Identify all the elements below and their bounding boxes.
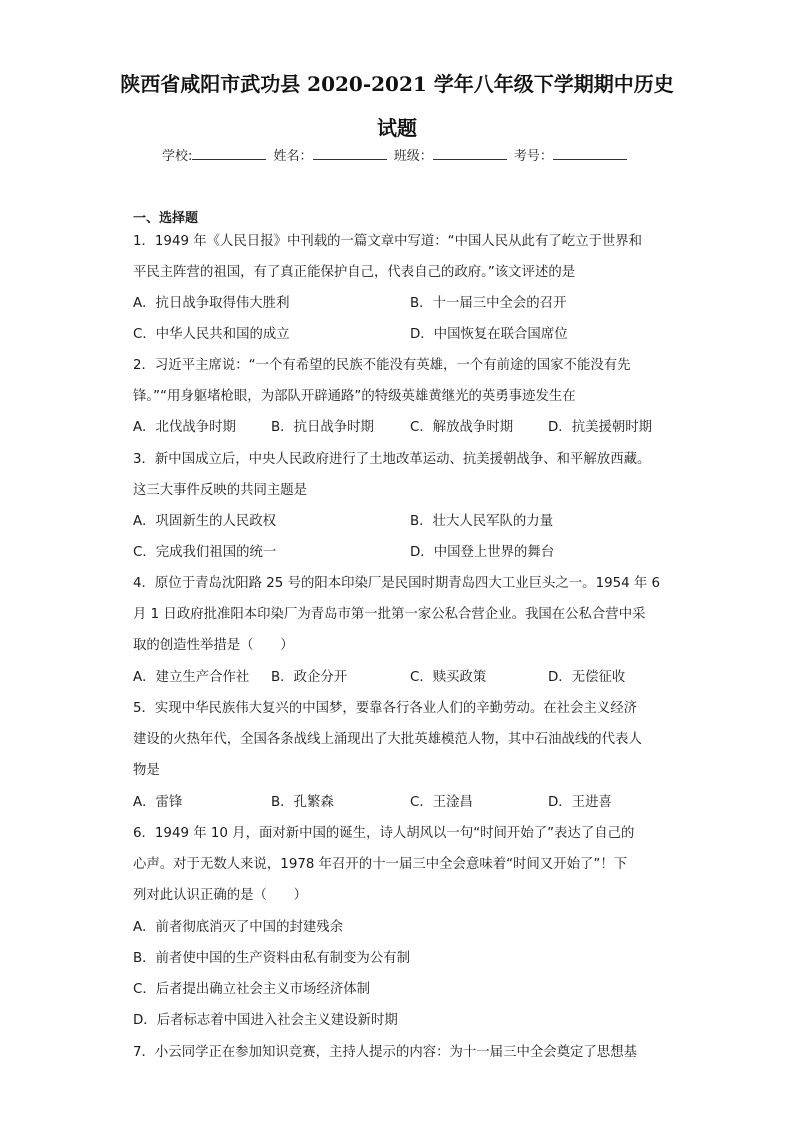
question-6-option-d: D．后者标志着中国进入社会主义建设新时期 bbox=[133, 1013, 398, 1028]
question-6-line-3: 列对此认识正确的是（ ） bbox=[133, 888, 308, 903]
question-4-option-d: D．无偿征收 bbox=[548, 670, 626, 685]
number-label: 考号： bbox=[513, 149, 553, 164]
question-2-option-c: C．解放战争时期 bbox=[410, 420, 514, 435]
question-2-option-a: A．北伐战争时期 bbox=[133, 420, 236, 435]
question-3-option-c: C．完成我们祖国的统一 bbox=[133, 545, 277, 560]
question-4-line-3: 取的创造性举措是（ ） bbox=[133, 638, 294, 653]
question-6-option-c: C．后者提出确立社会主义市场经济体制 bbox=[133, 982, 370, 997]
question-1-option-c: C．中华人民共和国的成立 bbox=[133, 327, 290, 342]
question-5-option-c: C．王淦昌 bbox=[410, 795, 473, 810]
question-5-option-d: D．王进喜 bbox=[548, 795, 612, 810]
question-4-line-2: 月 1 日政府批准阳本印染厂为青岛市第一批第一家公私合营企业。我国在公私合营中采 bbox=[133, 607, 646, 622]
question-3-option-b: B．壮大人民军队的力量 bbox=[410, 514, 554, 529]
question-1-line-2: 平民主阵营的祖国，有了真正能保护自己，代表自己的政府。”该文评述的是 bbox=[133, 265, 576, 280]
question-4-option-c: C．赎买政策 bbox=[410, 670, 487, 685]
section-heading: 一、选择题 bbox=[133, 211, 199, 226]
page-title-continued: 试题 bbox=[377, 116, 417, 140]
question-5-line-2: 建设的火热年代，全国各条战线上涌现出了大批英雄模范人物，其中石油战线的代表人 bbox=[133, 732, 642, 747]
question-3-line-2: 这三大事件反映的共同主题是 bbox=[133, 483, 308, 498]
name-blank[interactable] bbox=[313, 147, 387, 160]
question-2-option-b: B．抗日战争时期 bbox=[271, 420, 374, 435]
question-5-line-3: 物是 bbox=[133, 763, 160, 778]
question-7-line-1: 7．小云同学正在参加知识竞赛，主持人提示的内容：为十一届三中全会奠定了思想基 bbox=[133, 1045, 637, 1060]
school-blank[interactable] bbox=[192, 147, 266, 160]
question-5-option-a: A．雷锋 bbox=[133, 795, 183, 810]
question-4-option-a: A．建立生产合作社 bbox=[133, 670, 250, 685]
question-4-option-b: B．政企分开 bbox=[271, 670, 348, 685]
question-6-option-b: B．前者使中国的生产资料由私有制变为公有制 bbox=[133, 951, 410, 966]
question-6-option-a: A．前者彻底消灭了中国的封建残余 bbox=[133, 920, 344, 935]
question-6-line-1: 6．1949 年 10 月，面对新中国的诞生，诗人胡风以一句“时间开始了”表达了自己的 bbox=[133, 826, 635, 841]
question-5-line-1: 5．实现中华民族伟大复兴的中国梦，要靠各行各业人们的辛勤劳动。在社会主义经济 bbox=[133, 701, 637, 716]
school-label: 学校: bbox=[162, 149, 193, 164]
question-4-line-1: 4．原位于青岛沈阳路 25 号的阳本印染厂是民国时期青岛四大工业巨头之一。1954 年 6 bbox=[133, 576, 661, 591]
question-2-line-2: 锋。”“用身躯堵枪眼，为部队开辟通路”的特级英雄黄继光的英勇事迹发生在 bbox=[133, 389, 576, 404]
question-1-line-1: 1．1949 年《人民日报》中刊载的一篇文章中写道：“中国人民从此有了屹立于世界和 bbox=[133, 234, 643, 249]
question-1-option-b: B．十一届三中全会的召开 bbox=[410, 296, 567, 311]
number-blank[interactable] bbox=[553, 147, 627, 160]
question-3-option-a: A．巩固新生的人民政权 bbox=[133, 514, 277, 529]
question-1-option-a: A．抗日战争取得伟大胜利 bbox=[133, 296, 290, 311]
question-5-option-b: B．孔繁森 bbox=[271, 795, 334, 810]
question-1-option-d: D．中国恢复在联合国席位 bbox=[410, 327, 568, 342]
question-2-option-d: D．抗美援朝时期 bbox=[548, 420, 653, 435]
page-title: 陕西省咸阳市武功县 2020-2021 学年八年级下学期期中历史 bbox=[120, 72, 674, 96]
question-6-line-2: 心声。对于无数人来说，1978 年召开的十一届三中全会意味着“时间又开始了”！下 bbox=[133, 857, 628, 872]
class-blank[interactable] bbox=[433, 147, 507, 160]
question-2-line-1: 2．习近平主席说：“一个有希望的民族不能没有英雄，一个有前途的国家不能没有先 bbox=[133, 358, 631, 373]
name-label: 姓名： bbox=[273, 149, 313, 164]
question-3-line-1: 3．新中国成立后，中央人民政府进行了土地改革运动、抗美援朝战争、和平解放西藏。 bbox=[133, 452, 651, 467]
class-label: 班级： bbox=[393, 149, 433, 164]
student-info-row bbox=[162, 145, 630, 164]
question-3-option-d: D．中国登上世界的舞台 bbox=[410, 545, 555, 560]
